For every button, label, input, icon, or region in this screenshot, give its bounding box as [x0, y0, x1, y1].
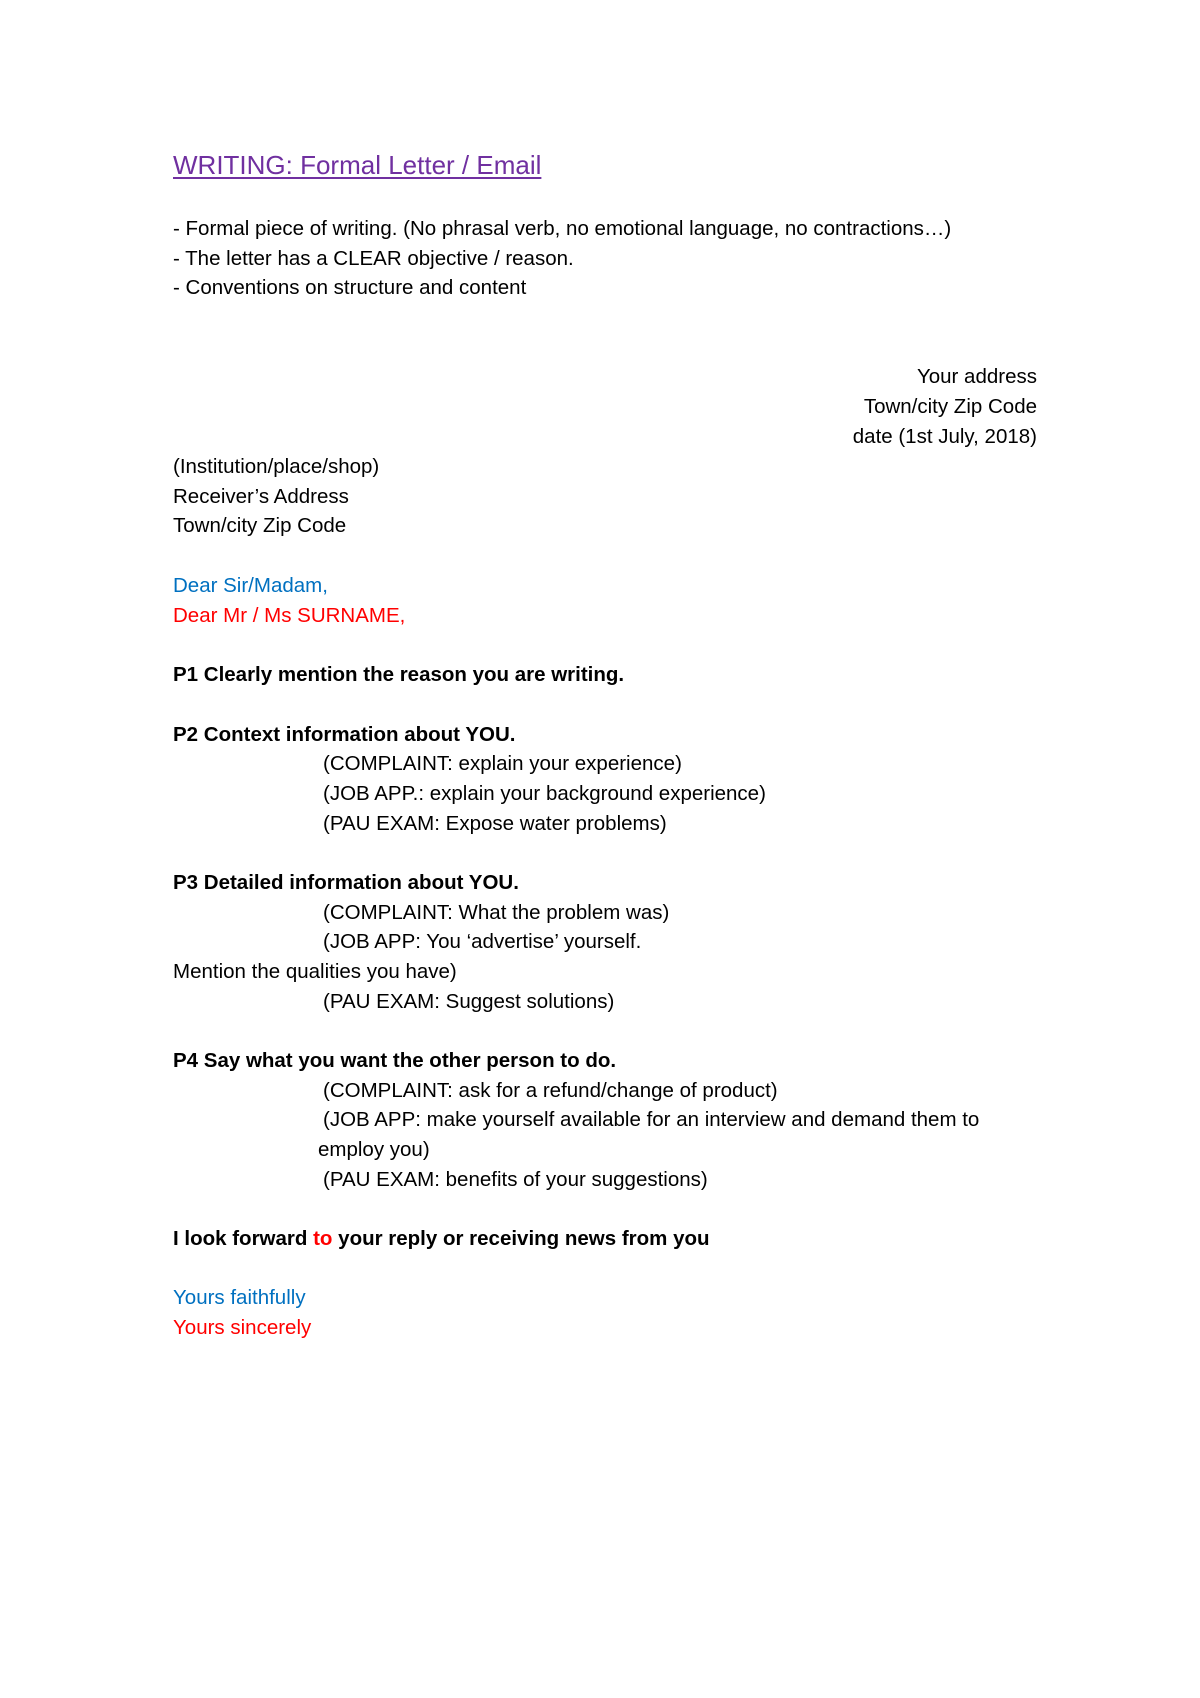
sign-off-sincerely: Yours sincerely: [173, 1316, 312, 1339]
sender-address: Your address: [916, 365, 1037, 388]
p3-job-continued: Mention the qualities you have): [173, 960, 457, 983]
receiver-institution: (Institution/place/shop): [173, 455, 380, 478]
p4-heading: P4 Say what you want the other person to do.: [173, 1049, 617, 1072]
p3-complaint: (COMPLAINT: What the problem was): [323, 901, 670, 924]
p2-complaint: (COMPLAINT: explain your experience): [323, 752, 682, 775]
p2-job: (JOB APP.: explain your background experience): [323, 782, 766, 805]
greeting-known: Dear Mr / Ms SURNAME,: [173, 604, 406, 627]
closing-line: [173, 1226, 710, 1252]
sender-town: Town/city Zip Code: [863, 395, 1037, 418]
bullet-objective: - The letter has a CLEAR objective / reason.: [173, 247, 574, 270]
greeting-unknown: Dear Sir/Madam,: [173, 574, 328, 597]
p2-pau: (PAU EXAM: Expose water problems): [323, 812, 667, 835]
p3-heading: P3 Detailed information about YOU.: [173, 871, 519, 894]
closing-line-start: I look forward: [173, 1227, 314, 1250]
p3-job: (JOB APP: You ‘advertise’ yourself.: [323, 930, 642, 953]
p4-complaint: (COMPLAINT: ask for a refund/change of product): [323, 1079, 778, 1102]
receiver-address: Receiver’s Address: [173, 485, 349, 508]
p3-pau: (PAU EXAM: Suggest solutions): [323, 990, 615, 1013]
p4-job-continued: employ you): [318, 1138, 430, 1161]
receiver-town: Town/city Zip Code: [173, 514, 347, 537]
closing-line-highlight: to: [313, 1227, 333, 1250]
sign-off-faithfully: Yours faithfully: [173, 1286, 306, 1309]
bullet-formal: - Formal piece of writing. (No phrasal verb, no emotional language, no contractions…): [173, 217, 952, 240]
p1-heading: P1 Clearly mention the reason you are writing.: [173, 663, 625, 686]
p4-job: (JOB APP: make yourself available for an interview and demand them to: [323, 1108, 980, 1131]
p2-heading: P2 Context information about YOU.: [173, 723, 516, 746]
page-title: WRITING: Formal Letter / Email: [173, 150, 542, 180]
letter-date: date (1st July, 2018): [852, 425, 1037, 448]
bullet-conventions: - Conventions on structure and content: [173, 276, 527, 299]
p4-pau: (PAU EXAM: benefits of your suggestions): [323, 1168, 708, 1191]
closing-line-end: your reply or receiving news from you: [332, 1227, 710, 1250]
